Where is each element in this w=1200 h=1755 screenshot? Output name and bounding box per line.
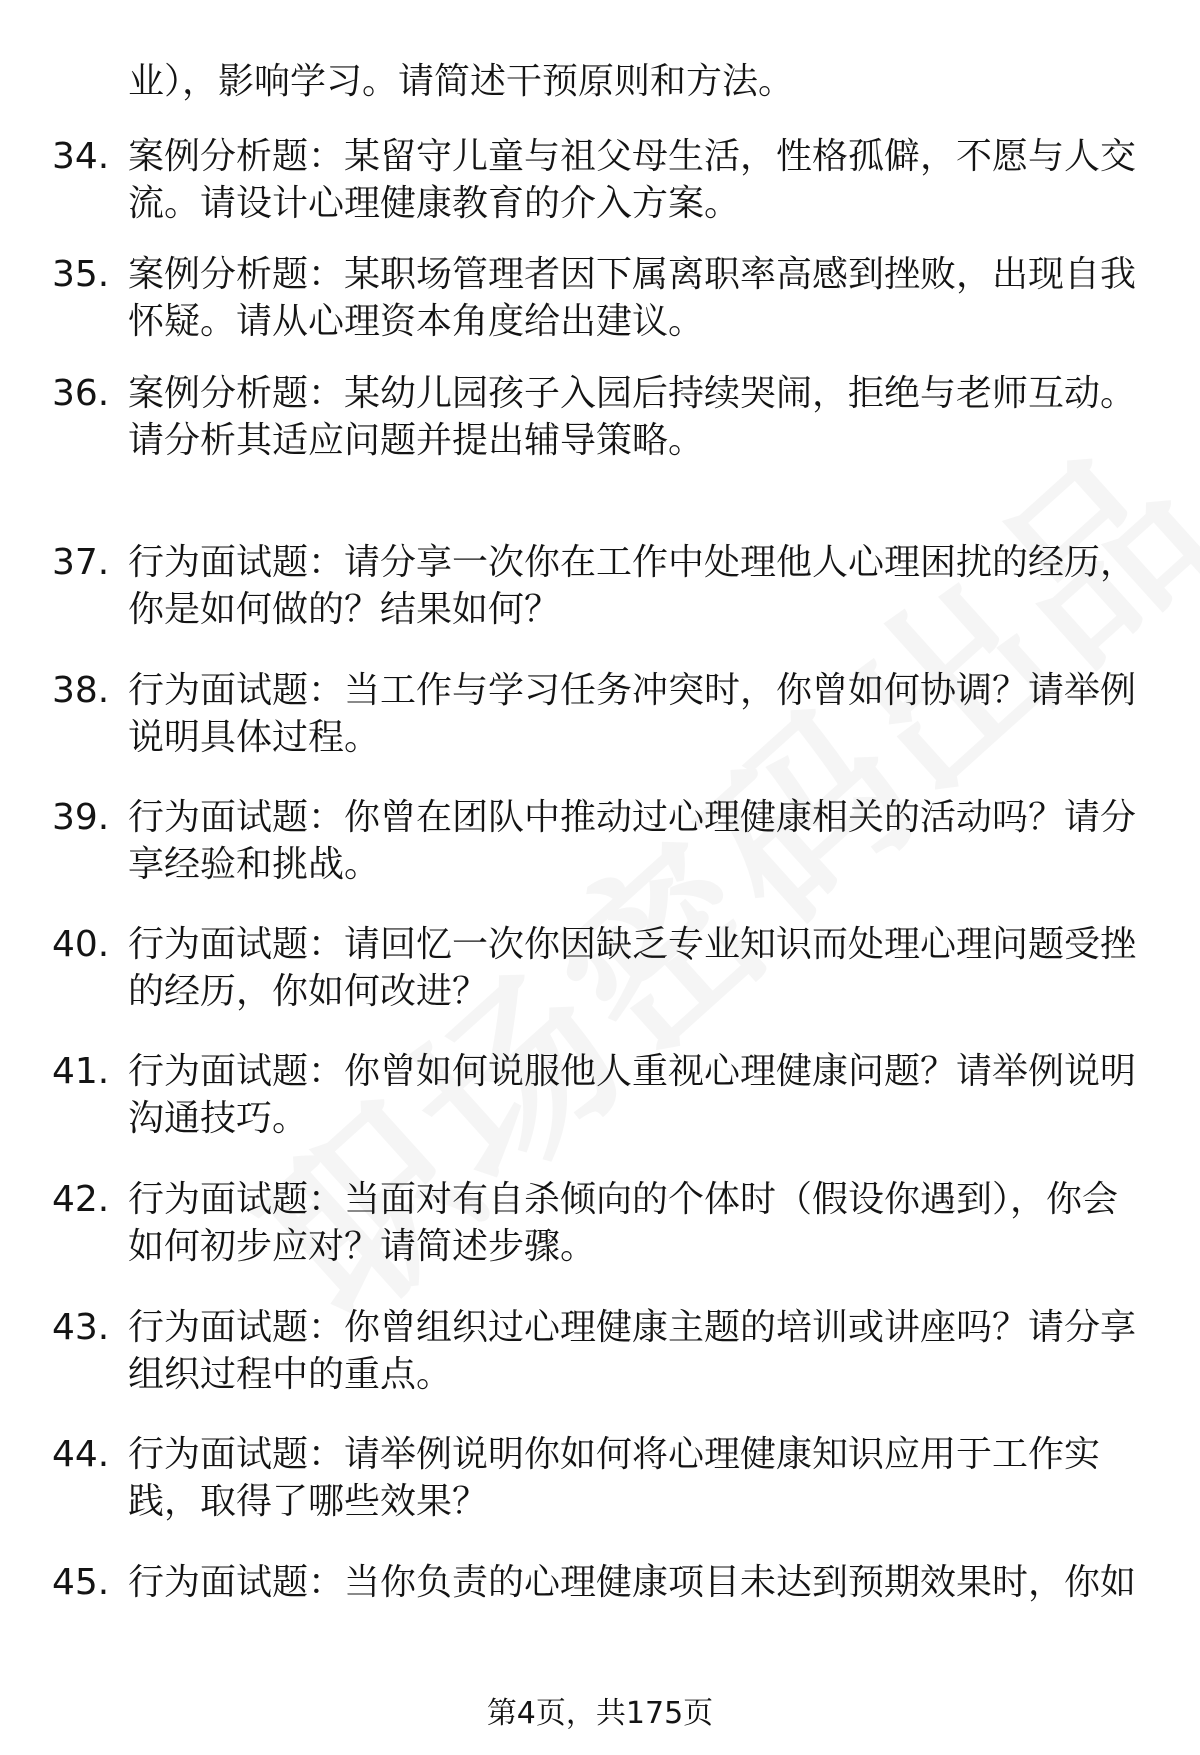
- question-number: 45.: [52, 1562, 110, 1603]
- question-text: 行为面试题：你曾在团队中推动过心理健康相关的活动吗？请分享经验和挑战。: [128, 797, 1137, 885]
- page-footer: 第4页，共175页: [486, 1696, 714, 1731]
- question-text: 行为面试题：你曾如何说服他人重视心理健康问题？请举例说明沟通技巧。: [128, 1051, 1137, 1139]
- question-text: 行为面试题：当你负责的心理健康项目未达到预期效果时，你如: [128, 1562, 1137, 1603]
- question-number: 35.: [52, 254, 110, 295]
- question-number: 43.: [52, 1307, 110, 1348]
- question-text: 行为面试题：当面对有自杀倾向的个体时（假设你遇到），你会如何初步应对？请简述步骤。: [128, 1179, 1119, 1267]
- question-text: 案例分析题：某幼儿园孩子入园后持续哭闹，拒绝与老师互动。请分析其适应问题并提出辅导策略。: [128, 373, 1137, 461]
- question-number: 37.: [52, 542, 110, 583]
- question-text: 行为面试题：请分享一次你在工作中处理他人心理困扰的经历，你是如何做的？结果如何？: [128, 542, 1137, 630]
- question-text: 行为面试题：你曾组织过心理健康主题的培训或讲座吗？请分享组织过程中的重点。: [128, 1307, 1137, 1395]
- question-text: 行为面试题：当工作与学习任务冲突时，你曾如何协调？请举例说明具体过程。: [128, 670, 1137, 758]
- question-text: 行为面试题：请回忆一次你因缺乏专业知识而处理心理问题受挫的经历，你如何改进？: [128, 924, 1137, 1012]
- question-number: 38.: [52, 670, 110, 711]
- continuation-text: 业），影响学习。请简述干预原则和方法。: [128, 61, 795, 102]
- question-number: 42.: [52, 1179, 110, 1220]
- question-text: 行为面试题：请举例说明你如何将心理健康知识应用于工作实践，取得了哪些效果？: [128, 1434, 1101, 1522]
- question-number: 36.: [52, 373, 110, 414]
- question-number: 44.: [52, 1434, 110, 1475]
- question-number: 41.: [52, 1051, 110, 1092]
- question-number: 39.: [52, 797, 110, 838]
- question-number: 40.: [52, 924, 110, 965]
- question-text: 案例分析题：某留守儿童与祖父母生活，性格孤僻，不愿与人交流。请设计心理健康教育的介入方案。: [128, 136, 1137, 224]
- question-text: 案例分析题：某职场管理者因下属离职率高感到挫败，出现自我怀疑。请从心理资本角度给出建议。: [128, 254, 1137, 342]
- question-number: 34.: [52, 136, 110, 177]
